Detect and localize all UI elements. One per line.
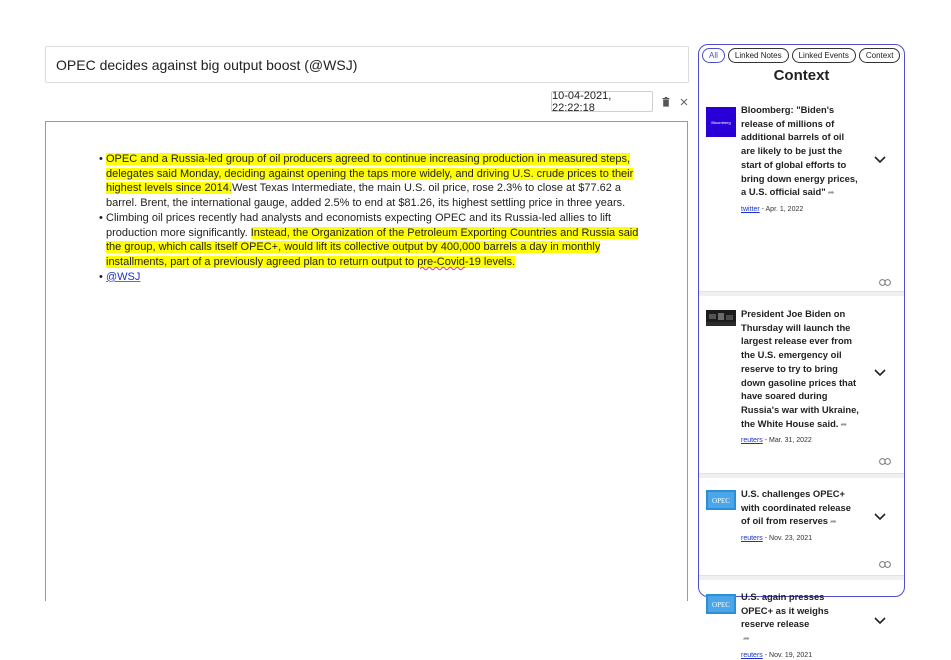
note-title-field[interactable]: [45, 46, 689, 83]
thumb-logo-text: OPEC: [712, 601, 730, 609]
note-editor[interactable]: [45, 121, 688, 601]
card-headline: [741, 487, 859, 529]
source-link[interactable]: @WSJ: [106, 270, 141, 283]
card-body: [741, 307, 859, 444]
card-date: - Nov. 23, 2021: [762, 535, 813, 543]
share-arrow-icon[interactable]: ➦: [840, 419, 848, 429]
card-headline: [741, 590, 859, 646]
thumb-logo-text: Bloomberg: [711, 120, 731, 125]
card-headline-text: U.S. again presses OPEC+ as it weighs reserve release: [741, 591, 829, 630]
card-body: [741, 487, 859, 542]
card-meta: [741, 652, 859, 659]
close-icon[interactable]: [679, 96, 689, 108]
highlighted-text: OPEC and a Russia-led group of oil producers agreed to continue increasing production in measured steps, delegates said Monday, deciding against opening the taps more widely, and driving U.S. crude prices to their highest levels since 2014.: [106, 153, 634, 195]
spellcheck-word: pre-Covid: [417, 255, 465, 268]
card-source-link[interactable]: reuters: [741, 437, 763, 445]
share-arrow-icon[interactable]: ➦: [830, 517, 837, 527]
share-arrow-icon[interactable]: ➦: [827, 188, 835, 198]
bullet-item: [99, 211, 655, 270]
opec-logo-thumbnail: [706, 594, 736, 614]
context-card[interactable]: [699, 580, 904, 660]
highlighted-text-part: -19 levels.: [464, 255, 516, 268]
card-body: [741, 103, 859, 213]
news-photo-thumbnail: [706, 310, 736, 330]
context-card-list: [699, 97, 904, 659]
tab-context[interactable]: Context: [859, 48, 901, 63]
card-source-link[interactable]: reuters: [741, 651, 763, 659]
card-headline-text: President Joe Biden on Thursday will launch the largest release ever from the U.S. emergency oil reserve to try to bring down gasoline prices that have soared during Russia's war with Ukraine, the White House said.: [741, 308, 859, 429]
chevron-down-icon[interactable]: [874, 617, 886, 625]
bloomberg-logo-thumbnail: [706, 107, 736, 127]
context-panel: [698, 44, 905, 659]
date-input[interactable]: 10-04-2021, 22:22:18: [551, 91, 653, 112]
card-headline-text: Bloomberg: "Biden's release of millions of additional barrels of oil are likely to be just the start of global efforts to bring down energy prices, a U.S. official said": [741, 104, 858, 198]
tab-linked-notes[interactable]: Linked Notes: [728, 48, 789, 63]
card-meta: [741, 535, 859, 542]
chevron-down-icon[interactable]: [874, 156, 886, 164]
card-meta: [741, 437, 859, 444]
note-title-text: OPEC decides against big output boost (@WSJ): [56, 56, 358, 73]
panel-tabs: [699, 45, 904, 63]
card-headline: [741, 307, 859, 431]
card-meta: [741, 206, 859, 213]
editor-bullet-list: [99, 152, 655, 284]
card-date: - Apr. 1, 2022: [759, 205, 804, 213]
card-date: - Mar. 31, 2022: [762, 437, 812, 445]
link-icon[interactable]: [879, 458, 891, 465]
date-row: [551, 91, 689, 112]
thumb-logo-text: OPEC: [712, 497, 730, 505]
card-source-link[interactable]: reuters: [741, 535, 763, 543]
share-arrow-icon[interactable]: ➦: [743, 634, 750, 644]
tab-linked-events[interactable]: Linked Events: [792, 48, 856, 63]
trash-icon[interactable]: [661, 96, 671, 108]
bullet-item: [99, 152, 655, 211]
bullet-text: Climbing oil prices recently had analysts and economists expecting OPEC and its Russia-led allies to lift production more significantly.: [106, 211, 612, 239]
link-icon[interactable]: [879, 279, 891, 286]
card-source-link[interactable]: twitter: [741, 205, 760, 213]
chevron-down-icon[interactable]: [874, 369, 886, 377]
card-headline: [741, 103, 859, 200]
link-icon[interactable]: [879, 561, 891, 568]
panel-title: Context: [773, 67, 830, 84]
tab-all[interactable]: All: [702, 48, 725, 63]
context-card[interactable]: [699, 478, 904, 576]
opec-logo-thumbnail: [706, 490, 736, 510]
card-headline-text: U.S. challenges OPEC+ with coordinated release of oil from reserves: [741, 488, 851, 527]
card-body: [741, 590, 859, 659]
bullet-item: [99, 270, 655, 285]
highlighted-text-part: Instead, the Organization of the Petroleum Exporting Countries and Russia said the group, which calls itself OPEC+, would lift its collective output by 400,000 barrels a day in monthly installments, part of a previously agreed plan to return output to: [106, 226, 639, 268]
card-date: - Nov. 19, 2021: [762, 651, 813, 659]
context-card[interactable]: [699, 296, 904, 474]
context-card[interactable]: [699, 97, 904, 292]
chevron-down-icon[interactable]: [874, 513, 886, 521]
bullet-text: West Texas Intermediate, the main U.S. oil price, rose 2.3% to close at $77.62 a barrel. Brent, the international gauge, added 2.5% to end at $81.26, its highest settling price in three years.: [106, 182, 626, 210]
